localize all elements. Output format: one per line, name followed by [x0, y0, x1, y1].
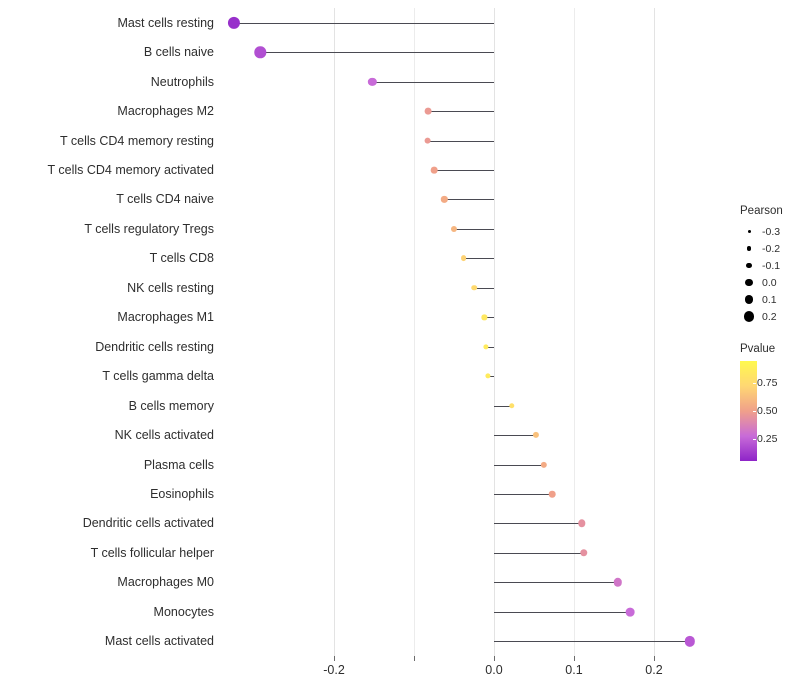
lollipop-row: [222, 450, 718, 479]
legend-pearson-label: 0.1: [762, 293, 777, 306]
lollipop-stem: [234, 23, 494, 24]
lollipop-row: [222, 332, 718, 361]
lollipop-stem: [494, 494, 552, 495]
colorbar-tick-label: 0.25: [757, 433, 778, 445]
lollipop-row: [222, 509, 718, 538]
lollipop-stem: [494, 612, 630, 613]
lollipop-row: [222, 479, 718, 508]
lollipop-point[interactable]: [368, 77, 376, 85]
plot-panel: [222, 8, 718, 656]
lollipop-stem: [464, 258, 494, 259]
lollipop-row: [222, 244, 718, 273]
lollipop-point[interactable]: [485, 374, 490, 379]
lollipop-point[interactable]: [228, 17, 240, 29]
lollipop-row: [222, 568, 718, 597]
x-axis-tick-label: -0.2: [323, 663, 345, 677]
y-axis-tick-label: NK cells resting: [127, 280, 214, 295]
lollipop-point[interactable]: [425, 108, 432, 115]
legend-pearson-title: Pearson: [740, 205, 783, 217]
lollipop-point[interactable]: [533, 432, 539, 438]
y-axis-tick-label: Mast cells resting: [117, 15, 214, 30]
y-axis-tick-label: T cells CD8: [149, 251, 214, 266]
lollipop-stem: [494, 553, 584, 554]
legend-pearson-label: -0.3: [762, 225, 781, 238]
lollipop-point[interactable]: [578, 520, 585, 527]
y-axis-tick-label: T cells follicular helper: [90, 545, 214, 560]
lollipop-row: [222, 273, 718, 302]
lollipop-row: [222, 391, 718, 420]
legend-pvalue-title: Pvalue: [740, 343, 776, 355]
legend-pearson-row: [740, 257, 800, 274]
legend-pvalue: [740, 343, 800, 461]
y-axis-tick-label: Neutrophils: [150, 74, 214, 89]
y-axis-tick-label: T cells regulatory Tregs: [84, 221, 214, 236]
lollipop-row: [222, 8, 718, 37]
lollipop-point[interactable]: [424, 137, 431, 144]
legend-pearson-label: 0.0: [762, 276, 777, 289]
lollipop-stem: [428, 111, 494, 112]
legend-size-dot-icon: [745, 295, 754, 304]
y-axis-tick-label: Plasma cells: [143, 457, 214, 472]
lollipop-point[interactable]: [685, 636, 695, 646]
lollipop-point[interactable]: [614, 578, 622, 586]
x-axis-tick-label: 0.0: [485, 663, 503, 677]
legend-pearson-rows: [740, 223, 800, 325]
y-axis-tick-label: Monocytes: [153, 604, 214, 619]
colorbar-tick-mark: [753, 383, 756, 384]
colorbar-wrap: [740, 361, 800, 461]
legend-dot-key: [740, 263, 758, 269]
y-axis-tick-label: Macrophages M2: [117, 104, 214, 119]
lollipop-stem: [444, 199, 494, 200]
x-axis-tick: [414, 656, 415, 661]
y-axis-tick-label: NK cells activated: [114, 428, 214, 443]
legend-pearson-row: [740, 291, 800, 308]
legend-size-dot-icon: [744, 311, 754, 321]
lollipop-stem: [494, 465, 544, 466]
y-axis-tick-label: B cells memory: [128, 398, 214, 413]
lollipop-stem: [260, 52, 494, 53]
lollipop-row: [222, 37, 718, 66]
y-axis-tick-label: Eosinophils: [150, 487, 214, 501]
colorbar-tick-label: 0.75: [757, 377, 778, 389]
y-axis-tick-label: T cells CD4 memory activated: [47, 163, 214, 177]
y-axis-tick-label: Dendritic cells resting: [95, 339, 214, 354]
legend-pearson: [740, 205, 800, 325]
lollipop-row: [222, 303, 718, 332]
y-axis-tick-label: T cells gamma delta: [102, 369, 214, 384]
x-axis-tick-label: 0.2: [645, 663, 663, 677]
lollipop-stem: [494, 435, 536, 436]
lollipop-point[interactable]: [483, 344, 488, 349]
lollipop-row: [222, 126, 718, 155]
legend-pearson-label: -0.2: [762, 242, 781, 255]
legend-size-dot-icon: [746, 263, 752, 269]
lollipop-point[interactable]: [451, 226, 457, 232]
lollipop-stem: [454, 229, 494, 230]
y-axis-tick-label: T cells CD4 naive: [116, 192, 214, 207]
lollipop-point[interactable]: [580, 549, 587, 556]
legend-size-dot-icon: [748, 230, 751, 233]
lollipop-point[interactable]: [255, 46, 266, 57]
legend-pearson-row: [740, 240, 800, 257]
colorbar-ticks: [757, 361, 797, 461]
lollipop-point[interactable]: [471, 285, 477, 291]
plot-area: [222, 8, 718, 656]
legend-size-dot-icon: [745, 279, 752, 286]
lollipop-row: [222, 185, 718, 214]
lollipop-row: [222, 538, 718, 567]
lollipop-stem: [372, 82, 494, 83]
legend-dot-key: [740, 230, 758, 233]
lollipop-point[interactable]: [509, 403, 514, 408]
lollipop-point[interactable]: [549, 491, 556, 498]
y-axis-tick-label: T cells CD4 memory resting: [60, 133, 214, 148]
y-axis-tick-label: Macrophages M1: [117, 310, 214, 325]
colorbar-tick-mark: [753, 439, 756, 440]
legend-pearson-row: [740, 308, 800, 325]
x-axis-tick: [334, 656, 335, 661]
legend-dot-key: [740, 279, 758, 286]
x-axis-tick: [654, 656, 655, 661]
lollipop-stem: [494, 641, 690, 642]
lollipop-stem: [474, 288, 494, 289]
legend-pearson-label: 0.2: [762, 310, 777, 323]
colorbar-tick-mark: [753, 411, 756, 412]
lollipop-row: [222, 627, 718, 656]
x-axis: [222, 656, 718, 686]
lollipop-row: [222, 67, 718, 96]
legend-pearson-row: [740, 274, 800, 291]
lollipop-point[interactable]: [540, 461, 546, 467]
lollipop-stem: [428, 141, 494, 142]
lollipop-stem: [494, 523, 582, 524]
x-axis-tick: [574, 656, 575, 661]
lollipop-row: [222, 96, 718, 125]
lollipop-row: [222, 361, 718, 390]
lollipop-row: [222, 420, 718, 449]
x-axis-tick-label: 0.1: [565, 663, 583, 677]
lollipop-row: [222, 597, 718, 626]
legend-dot-key: [740, 311, 758, 321]
legend-pearson-label: -0.1: [762, 259, 781, 272]
lollipop-stem: [494, 582, 618, 583]
lollipop-point[interactable]: [482, 315, 487, 320]
colorbar-tick-label: 0.50: [757, 405, 778, 417]
lollipop-point[interactable]: [461, 255, 467, 261]
legend-pearson-row: [740, 223, 800, 240]
lollipop-stem: [434, 170, 494, 171]
y-axis-tick-label: B cells naive: [143, 45, 214, 60]
x-axis-tick: [494, 656, 495, 661]
lollipop-row: [222, 214, 718, 243]
lollipop-row: [222, 155, 718, 184]
y-axis-tick-label: Mast cells activated: [104, 634, 214, 649]
lollipop-point[interactable]: [441, 196, 447, 202]
y-axis-tick-label: Macrophages M0: [117, 575, 214, 590]
lollipop-point[interactable]: [626, 607, 635, 616]
legend-dot-key: [740, 295, 758, 304]
legend-container: [740, 205, 800, 461]
y-axis-labels: [0, 8, 214, 656]
y-axis-tick-label: Dendritic cells activated: [82, 516, 214, 531]
lollipop-point[interactable]: [431, 167, 438, 174]
legend-size-dot-icon: [747, 246, 751, 250]
legend-dot-key: [740, 246, 758, 250]
